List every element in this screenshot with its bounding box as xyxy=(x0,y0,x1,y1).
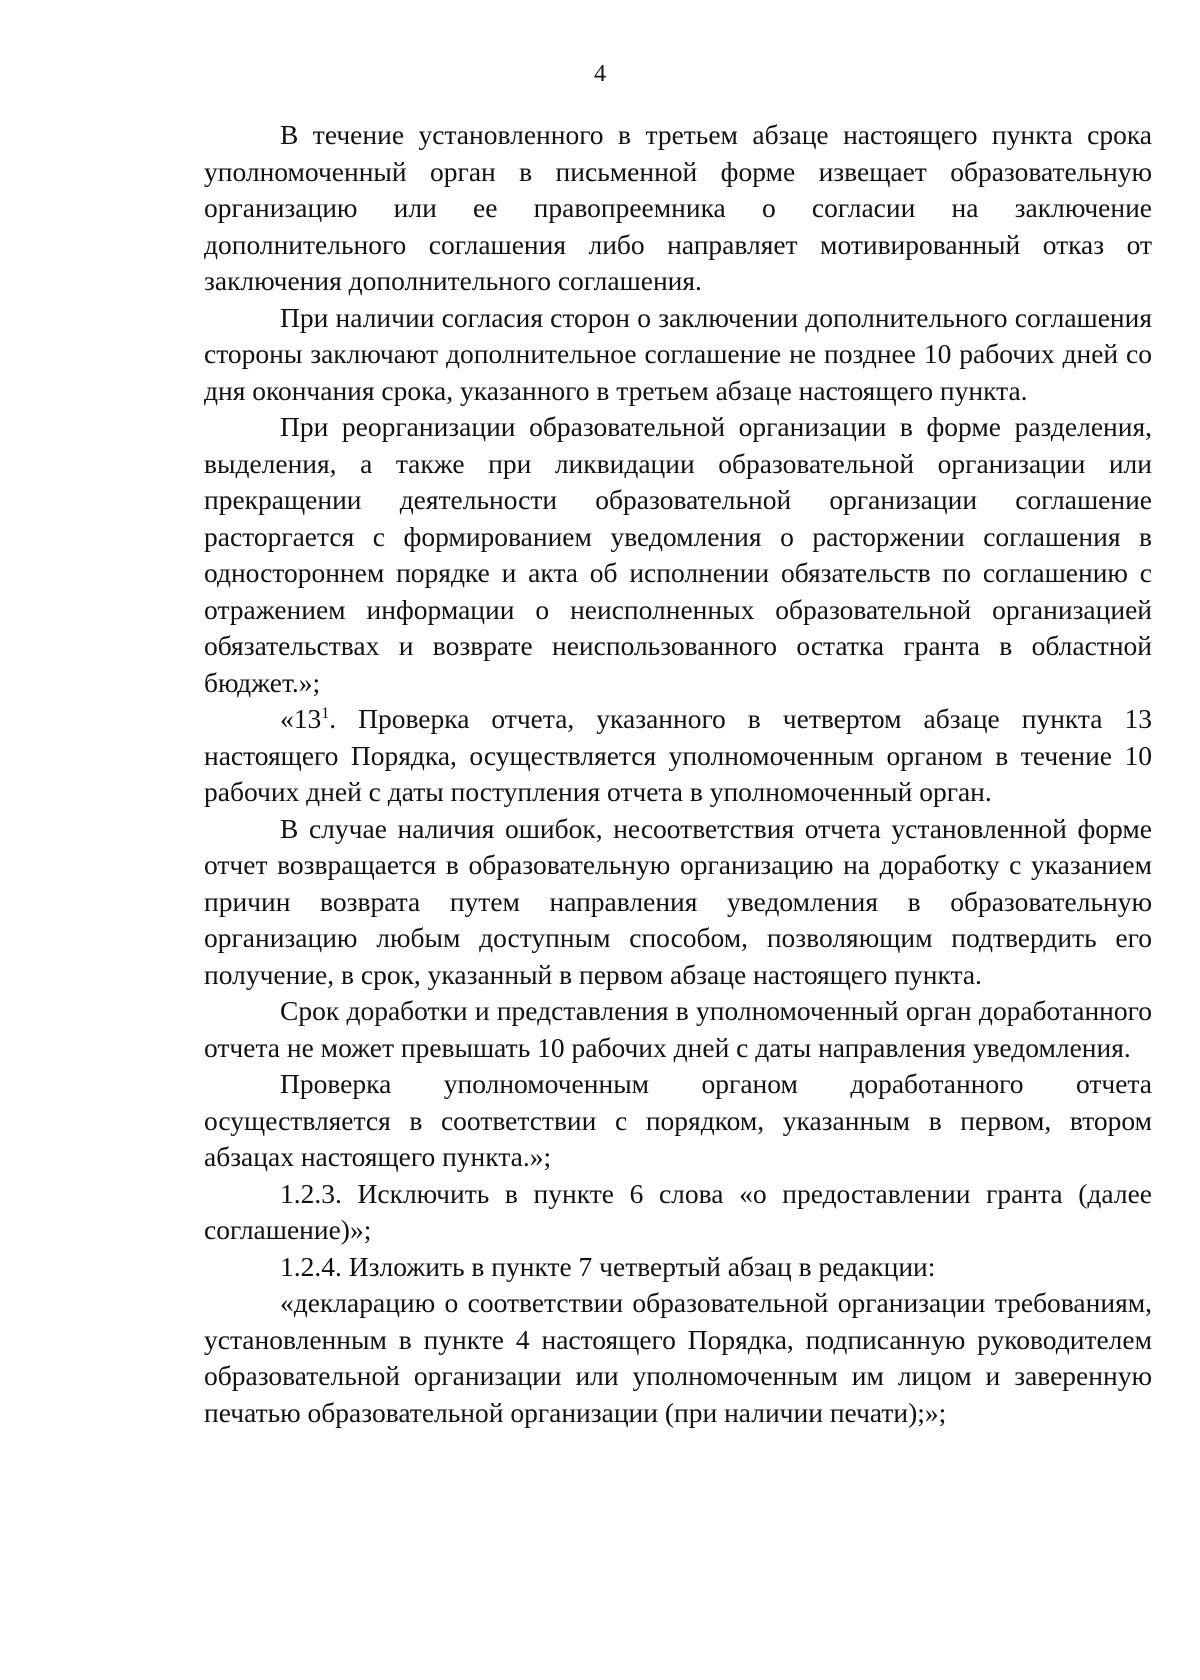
paragraph-5: В случае наличия ошибок, несоответствия отчета установленной форме отчет возвращается в образовательную организацию на доработку с указанием причин возврата путем направления уведомления в образовательную организацию любым доступным способом, позволяющим подтвердить его получение, в срок, указанный в первом абзаце настоящего пункта. xyxy=(204,812,1152,990)
paragraph-4-superscript: 1 xyxy=(321,705,330,722)
page-number: 4 xyxy=(594,61,606,87)
paragraph-9: 1.2.4. Изложить в пункте 7 четвертый абзац в редакции: xyxy=(280,1250,936,1282)
paragraph-8: 1.2.3. Исключить в пункте 6 слова «о предоставлении гранта (далее соглашение)»; xyxy=(204,1177,1152,1245)
paragraph-4 xyxy=(204,701,1152,811)
paragraph-4-prefix: «13 xyxy=(280,703,322,734)
paragraph-7: Проверка уполномоченным органом доработанного отчета осуществляется в соответствии с порядком, указанным в первом, втором абзацах настоящего пункта.»; xyxy=(204,1068,1152,1172)
paragraph-4-text: . Проверка отчета, указанного в четвертом абзаце пункта 13 настоящего Порядка, осуществляется уполномоченным органом в течение 10 рабочих дней с даты поступления отчета в уполномоченный орган. xyxy=(204,703,1152,807)
paragraph-6: Срок доработки и представления в уполномоченный орган доработанного отчета не может превышать 10 рабочих дней с даты направления уведомления. xyxy=(204,995,1152,1063)
paragraph-3: При реорганизации образовательной организации в форме разделения, выделения, а также при ликвидации образовательной организации или прекращении деятельности образовательной организации соглашение расторгается с формированием уведомления о расторжении соглашения в одностороннем порядке и акта об исполнении обязательств по соглашению с отражением информации о неисполненных образовательной организацией обязательствах и возврате неиспользованного остатка гранта в областной бюджет.»; xyxy=(204,411,1152,698)
paragraph-2: При наличии согласия сторон о заключении дополнительного соглашения стороны заключают дополнительное соглашение не позднее 10 рабочих дней со дня окончания срока, указанного в третьем абзаце настоящего пункта. xyxy=(204,301,1152,406)
paragraph-10: «декларацию о соответствии образовательной организации требованиям, установленным в пункте 4 настоящего Порядка, подписанную руководителем образовательной организации или уполномоченным им лицом и заверенную печатью образовательной организации (при наличии печати);»; xyxy=(204,1287,1152,1428)
paragraph-1: В течение установленного в третьем абзаце настоящего пункта срока уполномоченный орган в письменной форме извещает образовательную организацию или ее правопреемника о согласии на заключение дополнительного соглашения либо направляет мотивированный отказ от заключения дополнительного соглашения. xyxy=(204,119,1152,296)
document-body xyxy=(204,117,1152,1431)
